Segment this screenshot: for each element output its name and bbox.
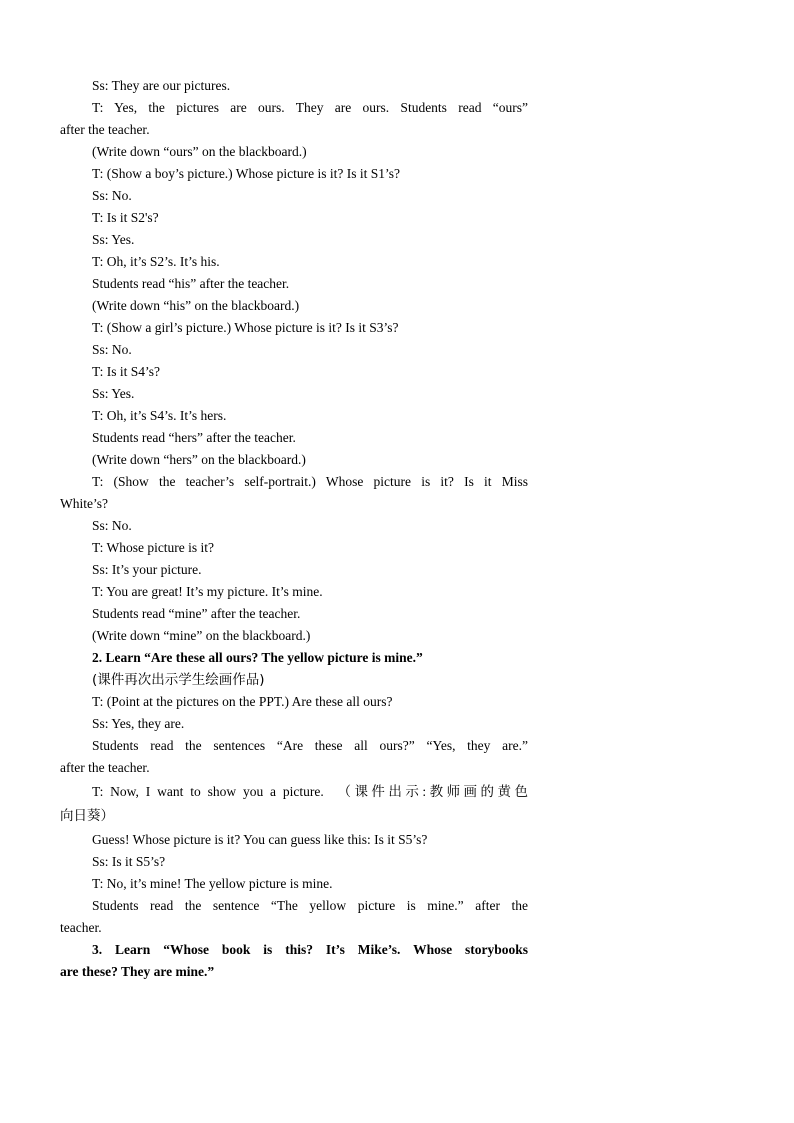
dialogue-line: Students read “mine” after the teacher. xyxy=(92,606,301,621)
dialogue-line: Ss: Yes. xyxy=(92,232,135,247)
blackboard-note: (Write down “mine” on the blackboard.) xyxy=(92,628,311,643)
section-heading: 3. Learn “Whose book is this? It’s Mike’s. Whose storybooks xyxy=(92,942,528,957)
dialogue-line: Ss: Yes, they are. xyxy=(92,716,185,731)
dialogue-line: Ss: It’s your picture. xyxy=(92,562,202,577)
dialogue-line: T: Is it S2's? xyxy=(92,210,159,225)
dialogue-line: T: No, it’s mine! The yellow picture is mine. xyxy=(92,876,333,891)
dialogue-line-continued: teacher. xyxy=(60,920,102,935)
dialogue-line: Ss: No. xyxy=(92,518,132,533)
dialogue-line: Students read the sentences “Are these all ours?” “Yes, they are.” xyxy=(92,738,528,753)
courseware-note-continued: 向日葵） xyxy=(60,808,114,824)
dialogue-line: Students read the sentence “The yellow picture is mine.” after the xyxy=(92,898,528,913)
dialogue-line: T: (Show the teacher’s self-portrait.) Whose picture is it? Is it Miss xyxy=(92,474,528,489)
dialogue-line: T: You are great! It’s my picture. It’s mine. xyxy=(92,584,323,599)
dialogue-line: T: Oh, it’s S4’s. It’s hers. xyxy=(92,408,227,423)
section-heading-continued: are these? They are mine.” xyxy=(60,964,215,979)
section-heading: 2. Learn “Are these all ours? The yellow picture is mine.” xyxy=(92,650,423,665)
lesson-transcript xyxy=(60,75,528,983)
courseware-note: (课件再次出示学生绘画作品) xyxy=(92,672,265,688)
dialogue-line: Ss: No. xyxy=(92,342,132,357)
dialogue-line: Ss: Yes. xyxy=(92,386,135,401)
dialogue-line: T: Whose picture is it? xyxy=(92,540,215,555)
dialogue-line: Ss: They are our pictures. xyxy=(92,78,231,93)
dialogue-line: Guess! Whose picture is it? You can guess like this: Is it S5’s? xyxy=(92,832,428,847)
blackboard-note: (Write down “his” on the blackboard.) xyxy=(92,298,300,313)
dialogue-line: T: Oh, it’s S2’s. It’s his. xyxy=(92,254,220,269)
dialogue-line: T: Yes, the pictures are ours. They are ours. Students read “ours” xyxy=(92,100,528,115)
dialogue-line-continued: after the teacher. xyxy=(60,760,150,775)
dialogue-line: T: (Point at the pictures on the PPT.) Are these all ours? xyxy=(92,694,393,709)
dialogue-line: T: (Show a girl’s picture.) Whose picture is it? Is it S3’s? xyxy=(92,320,399,335)
dialogue-line: Ss: Is it S5’s? xyxy=(92,854,166,869)
blackboard-note: (Write down “ours” on the blackboard.) xyxy=(92,144,307,159)
dialogue-line-continued: after the teacher. xyxy=(60,122,150,137)
dialogue-line-continued: White’s? xyxy=(60,496,108,511)
dialogue-line: Ss: No. xyxy=(92,188,132,203)
dialogue-line: T: (Show a boy’s picture.) Whose picture is it? Is it S1’s? xyxy=(92,166,401,181)
dialogue-line: Students read “his” after the teacher. xyxy=(92,276,290,291)
blackboard-note: (Write down “hers” on the blackboard.) xyxy=(92,452,306,467)
dialogue-line: T: Is it S4’s? xyxy=(92,364,160,379)
dialogue-line: Students read “hers” after the teacher. xyxy=(92,430,296,445)
dialogue-line: T: Now, I want to show you a picture. （课件出示:教师画的黄色 xyxy=(92,784,528,799)
